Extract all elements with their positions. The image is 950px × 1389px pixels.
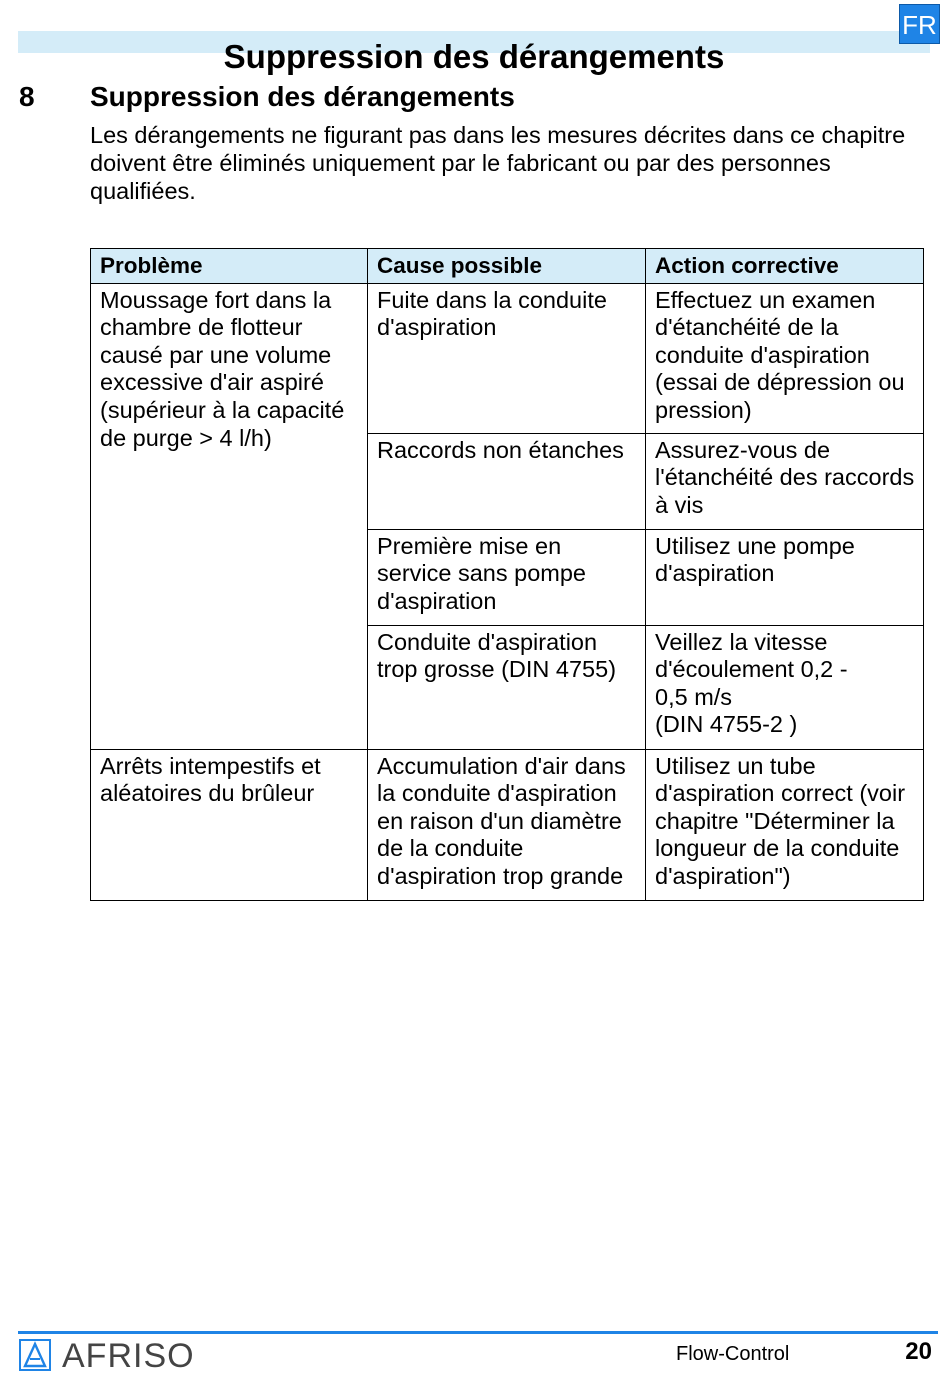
action-text: Veillez la vitesse d'écoulement 0,2 - 0,5 m/s (DIN 4755-2 )	[655, 628, 848, 738]
footer-divider	[18, 1331, 938, 1334]
header-band	[18, 31, 930, 75]
cause-text: Conduite d'aspiration trop grosse (DIN 4755)	[377, 628, 617, 683]
problem-text: Arrêts intempestifs et aléatoires du brûleur	[100, 752, 321, 807]
page-number: 20	[905, 1338, 932, 1365]
action-text: Assurez-vous de l'étanchéité des raccords à vis	[655, 436, 915, 518]
cause-cell	[368, 283, 646, 433]
column-header-cause: Cause possible	[368, 249, 646, 284]
action-text: Effectuez un examen d'étanchéité de la conduite d'aspiration (essai de dépression ou pression)	[655, 286, 905, 423]
table-row	[91, 749, 924, 900]
action-text: Utilisez un tube d'aspiration correct (voir chapitre "Déterminer la longueur de la conduite d'aspiration")	[655, 752, 906, 889]
column-header-action: Action corrective	[646, 249, 924, 284]
cause-cell	[368, 529, 646, 625]
troubleshooting-table	[90, 248, 924, 901]
cause-cell	[368, 433, 646, 529]
problem-cell	[91, 283, 368, 749]
action-cell	[646, 283, 924, 433]
cause-cell	[368, 625, 646, 749]
action-cell	[646, 529, 924, 625]
action-text: Utilisez une pompe d'aspiration	[655, 532, 855, 587]
problem-text: Moussage fort dans la chambre de flotteur causé par une volume excessive d'air aspiré (supérieur à la capacité de purge > 4 l/h)	[100, 286, 345, 451]
cause-text: Accumulation d'air dans la conduite d'aspiration en raison d'un diamètre de la conduite d'aspiration trop grande	[377, 752, 626, 889]
action-cell	[646, 625, 924, 749]
section-intro: Les dérangements ne figurant pas dans les mesures décrites dans ce chapitre doivent être éliminés uniquement par le fabricant ou par des personnes qualifiées.	[90, 122, 906, 204]
cause-text: Raccords non étanches	[377, 436, 624, 463]
afriso-logo-icon	[19, 1339, 51, 1371]
cause-cell	[368, 749, 646, 900]
table-header-row	[91, 249, 924, 284]
section-title: Suppression des dérangements	[90, 81, 515, 112]
language-badge: FR	[899, 4, 940, 44]
section-number: 8	[19, 81, 35, 112]
problem-cell	[91, 749, 368, 900]
column-header-problem: Problème	[91, 249, 368, 284]
table-row	[91, 283, 924, 433]
brand-logo-text: AFRISO	[62, 1337, 195, 1375]
cause-text: Fuite dans la conduite d'aspiration	[377, 286, 607, 341]
logo-triangle-icon	[21, 1341, 49, 1369]
cause-text: Première mise en service sans pompe d'aspiration	[377, 532, 586, 614]
action-cell	[646, 433, 924, 529]
page-header-title: Suppression des dérangements	[223, 38, 725, 75]
product-name: Flow-Control	[676, 1343, 790, 1365]
action-cell	[646, 749, 924, 900]
